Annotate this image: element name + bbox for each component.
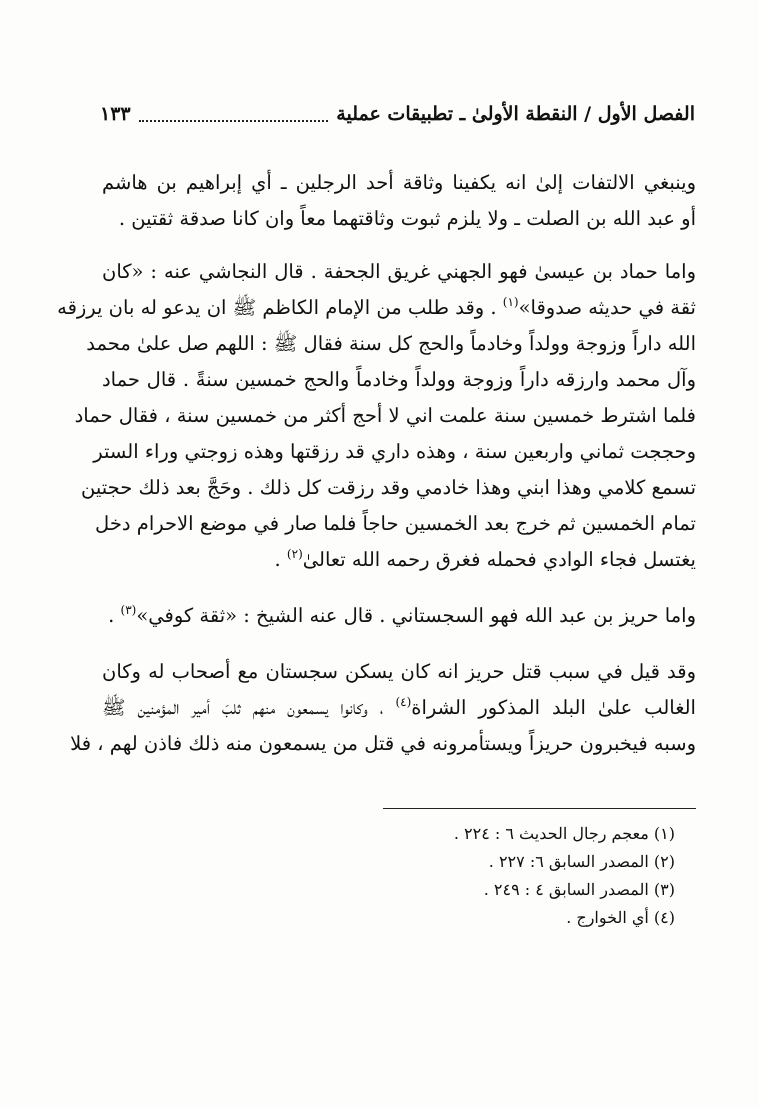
footnote: (٢) المصدر السابق ٦: ٢٢٧ .: [488, 852, 675, 871]
running-header: [100, 98, 695, 130]
body-line: وسبه فيخبرون حريزاً ويستأمرونه في قتل من يسمعون منه ذلك فاذن لهم ، فلا: [70, 732, 696, 755]
footnote: (٤) أي الخوارج .: [566, 908, 675, 927]
body-line: الله داراً وزوجة وولداً وخادماً والحج كل سنة فقال ﷺ : اللهم صل علىٰ محمد: [86, 332, 696, 355]
leader-dots: [139, 120, 329, 122]
body-line: ثقة في حديثه صدوقا»$^{(١)}$ . وقد طلب من الإمام الكاظم ﷺ ان يدعو له بان يرزقه: [57, 295, 696, 319]
body-line: وآل محمد وارزقه داراً وزوجة وولداً وخادماً والحج خمسين سنةً . قال حماد: [102, 368, 696, 391]
body-line: الغالب علىٰ البلد المذكور الشراة$^{(٤)}$ ، وكانوا يسمعون منهم ثلبَ أمير المؤمنين ﷺ: [102, 695, 696, 719]
body-line: يغتسل فجاء الوادي فحمله فغرق رحمه الله تعالىٰ$^{(٢)}$ .: [274, 547, 696, 571]
body-line: أو عبد الله بن الصلت ـ ولا يلزم ثبوت وثاقتهما معاً وان كانا صدقة ثقتين .: [118, 207, 696, 230]
body-line: وحججت ثماني واربعين سنة ، وهذه داري قد رزقتها وهذه زوجتي وراء الستر: [93, 440, 696, 463]
page-number: ١٣٣: [100, 103, 131, 125]
footnote: (٣) المصدر السابق ٤ : ٢٤٩ .: [483, 880, 675, 899]
footnote-separator: [383, 808, 696, 809]
chapter-title: الفصل الأول / النقطة الأولىٰ ـ تطبيقات عملية: [336, 103, 695, 125]
body-line: واما حماد بن عيسىٰ فهو الجهني غريق الجحفة . قال النجاشي عنه : «كان: [102, 260, 696, 283]
body-line: تمام الخمسين ثم خرج بعد الخمسين حاجاً فلما صار في موضع الاحرام دخل: [95, 512, 696, 535]
body-line: وينبغي الالتفات إلىٰ انه يكفينا وثاقة أحد الرجلين ـ أي إبراهيم بن هاشم: [102, 171, 696, 194]
body-line: واما حريز بن عبد الله فهو السجستاني . قال عنه الشيخ : «ثقة كوفي»$^{(٣)}$ .: [108, 603, 696, 627]
footnote-ref: (٤): [395, 695, 412, 709]
body-line: تسمع كلامي وهذا ابني وهذا خادمي وقد رزقت كل ذلك . وحَجَّ بعد ذلك حجتين: [81, 476, 696, 499]
footnote-ref: (٣): [120, 603, 137, 617]
footnote-ref: (١): [502, 295, 519, 309]
footnote: (١) معجم رجال الحديث ٦ : ٢٢٤ .: [453, 824, 675, 843]
body-line: فلما اشترط خمسين سنة علمت اني لا أحج أكثر من خمسين سنة ، فقال حماد: [74, 404, 696, 427]
footnote-ref: (٢): [286, 547, 303, 561]
body-line: وقد قيل في سبب قتل حريز انه كان يسكن سجستان مع أصحاب له وكان: [102, 660, 696, 683]
